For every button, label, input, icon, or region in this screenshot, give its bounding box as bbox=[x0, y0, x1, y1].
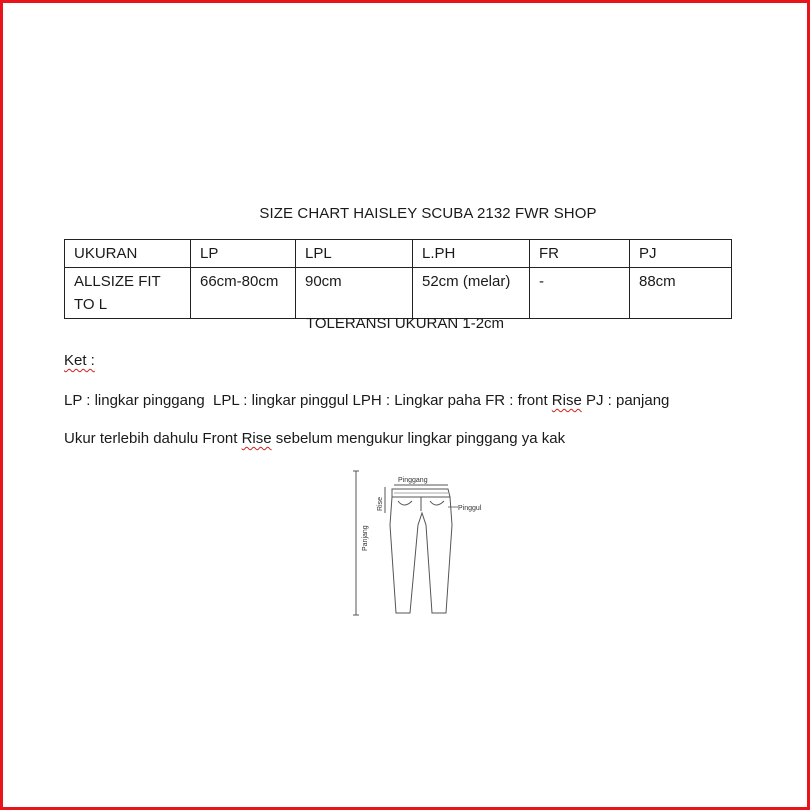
cell-lph: 52cm (melar) bbox=[413, 268, 530, 319]
header-ukuran: UKURAN bbox=[65, 240, 191, 268]
legend-part2: PJ : panjang bbox=[581, 392, 670, 409]
header-lph: L.PH bbox=[413, 240, 530, 268]
tolerance-text: TOLERANSI UKURAN 1-2cm bbox=[305, 315, 505, 332]
note-part1: Ukur terlebih dahulu Front bbox=[64, 430, 242, 447]
header-lpl: LPL bbox=[296, 240, 413, 268]
table-row bbox=[65, 268, 732, 319]
label-panjang: Panjang bbox=[362, 525, 369, 551]
header-lp: LP bbox=[191, 240, 296, 268]
pants-measurement-diagram bbox=[340, 465, 510, 630]
pants-outline bbox=[390, 489, 452, 613]
note-part2: sebelum mengukur lingkar pinggang ya kak bbox=[271, 430, 566, 447]
cell-fr: - bbox=[530, 268, 630, 319]
ket-label bbox=[64, 352, 95, 369]
label-rise: Rise bbox=[377, 496, 384, 511]
cell-lpl: 90cm bbox=[296, 268, 413, 319]
ket-text: Ket : bbox=[64, 352, 95, 369]
header-fr: FR bbox=[530, 240, 630, 268]
pants-illustration bbox=[340, 465, 510, 630]
label-pinggang: Pinggang bbox=[398, 477, 428, 484]
label-pinggul: Pinggul bbox=[458, 505, 482, 512]
note-rise: Rise bbox=[241, 430, 272, 447]
legend-rise: Rise bbox=[551, 392, 582, 409]
cell-pj: 88cm bbox=[630, 268, 732, 319]
size-chart-title: SIZE CHART HAISLEY SCUBA 2132 FWR SHOP bbox=[259, 205, 597, 222]
size-table bbox=[64, 239, 732, 319]
cell-lp: 66cm-80cm bbox=[191, 268, 296, 319]
cell-ukuran: ALLSIZE FIT TO L bbox=[65, 268, 191, 319]
abbreviation-legend bbox=[64, 392, 669, 409]
legend-part1: LP : lingkar pinggang LPL : lingkar pinggul LPH : Lingkar paha FR : front bbox=[64, 392, 552, 409]
measurement-note bbox=[64, 430, 565, 447]
header-pj: PJ bbox=[630, 240, 732, 268]
table-header-row bbox=[65, 240, 732, 268]
